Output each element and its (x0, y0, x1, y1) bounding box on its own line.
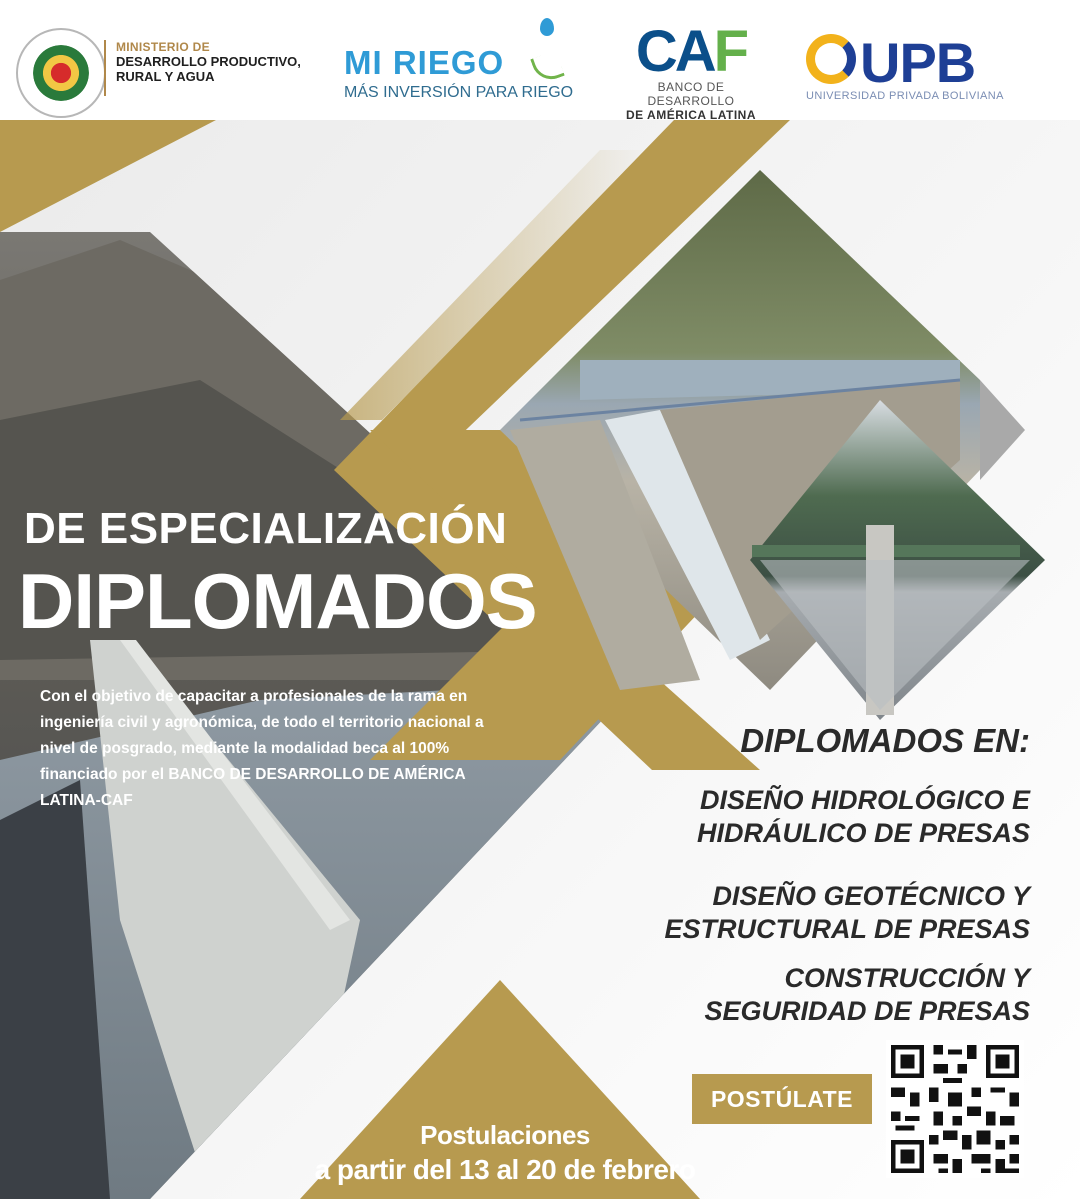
hero-subtitle: DE ESPECIALIZACIÓN (24, 504, 508, 553)
course-item (600, 784, 1030, 850)
ministry-line3: RURAL Y AGUA (116, 69, 215, 84)
miriego-title: MI RIEGO (344, 44, 505, 81)
course-line2: HIDRÁULICO DE PRESAS (696, 818, 1030, 848)
caf-wordmark-left: CA (635, 19, 714, 84)
ministry-logo (104, 40, 331, 96)
header (0, 0, 1080, 120)
caf-wordmark-right: F (713, 19, 747, 84)
upb-title: UPB (860, 31, 976, 94)
caf-line1: BANCO DE DESARROLLO (647, 80, 735, 108)
ministry-line2: DESARROLLO PRODUCTIVO, (116, 54, 301, 69)
course-line2: SEGURIDAD DE PRESAS (704, 996, 1030, 1026)
water-drop-icon (540, 18, 554, 36)
course-item (600, 962, 1030, 1028)
caf-wordmark (616, 19, 766, 84)
miriego-subtitle: MÁS INVERSIÓN PARA RIEGO (344, 84, 574, 101)
caf-line2: DE AMÉRICA LATINA (625, 108, 757, 122)
upb-subtitle: UNIVERSIDAD PRIVADA BOLIVIANA (806, 90, 1004, 102)
upb-logo (806, 31, 1026, 114)
course-item (600, 880, 1030, 946)
course-line1: DISEÑO GEOTÉCNICO Y (712, 881, 1030, 911)
bolivia-seal-icon (16, 28, 106, 118)
hero-description: Con el objetivo de capacitar a profesionales de la rama en ingeniería civil y agronómica, de todo el territorio nacional a nivel de posgrado, mediante la modalidad beca al 100% financiado por el BANCO DE DESARROLLO DE AMÉRICA LATINA-CAF (40, 688, 484, 809)
course-line2: ESTRUCTURAL DE PRESAS (664, 914, 1030, 944)
deadline-line2: a partir del 13 al 20 de febrero (314, 1154, 696, 1185)
qr-code-icon[interactable] (886, 1040, 1024, 1178)
upb-ring-icon (806, 34, 856, 84)
course-line1: DISEÑO HIDROLÓGICO E (699, 785, 1030, 815)
ministry-line1: MINISTERIO DE (116, 40, 210, 54)
miriego-logo (344, 44, 584, 114)
hero-title: DIPLOMADOS (18, 557, 537, 645)
courses-heading: DIPLOMADOS EN: (740, 722, 1030, 759)
deadline-line1: Postulaciones (420, 1120, 590, 1150)
caf-logo (616, 19, 766, 122)
course-line1: CONSTRUCCIÓN Y (784, 963, 1030, 993)
apply-button[interactable]: POSTÚLATE (692, 1074, 872, 1124)
